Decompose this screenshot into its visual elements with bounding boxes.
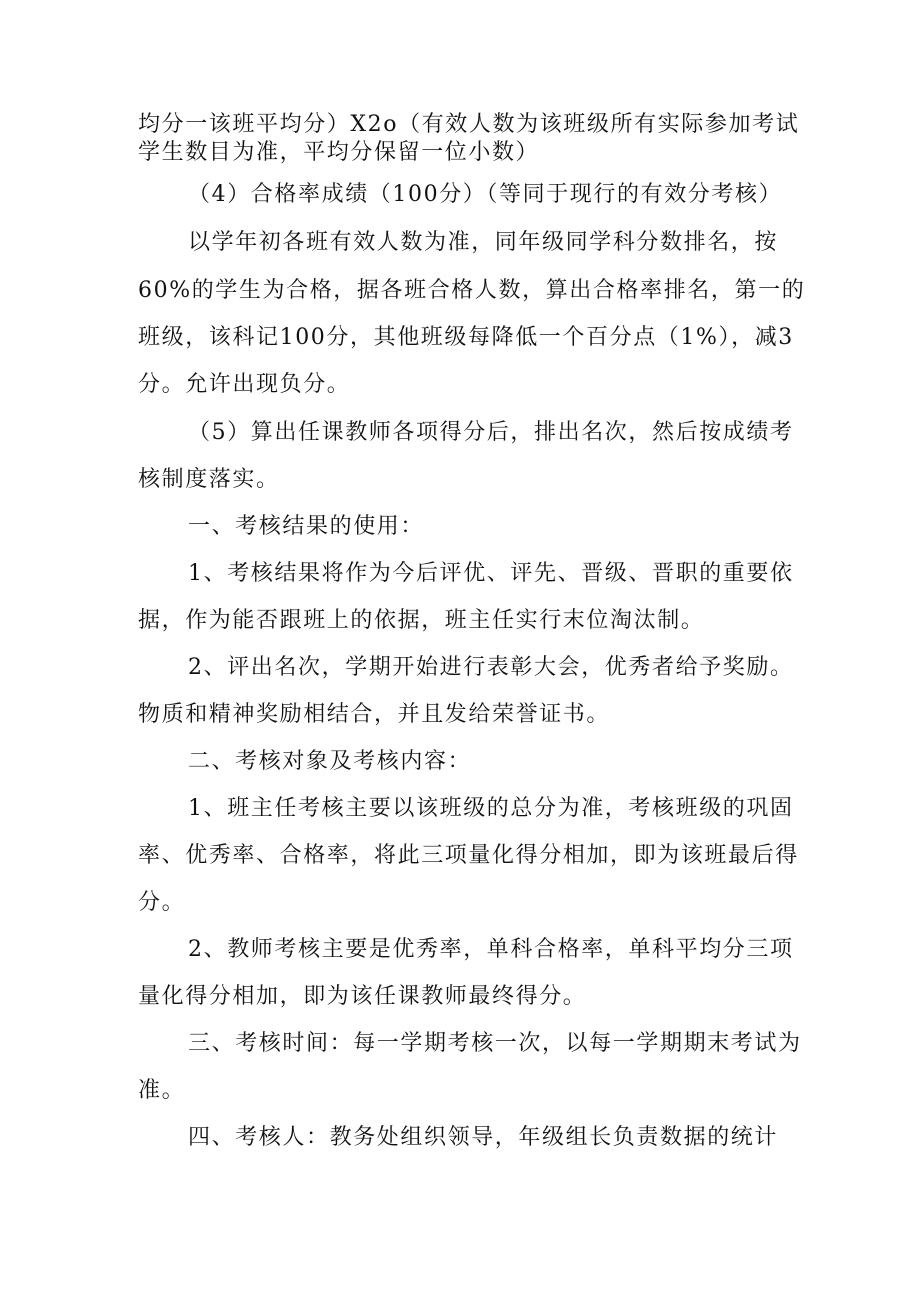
text-line: 分。允许出现负分。 (138, 372, 351, 397)
section-heading: 二、考核对象及考核内容： (188, 749, 472, 774)
text-line: 2、教师考核主要是优秀率，单科合格率，单科平均分三项 (188, 937, 794, 962)
text-line: 60%的学生为合格，据各班合格人数，算出合格率排名，第一的 (138, 278, 806, 303)
text-line: 据，作为能否跟班上的依据，班主任实行末位淘汰制。 (138, 608, 705, 633)
text-line: 1、考核结果将作为今后评优、评先、晋级、晋职的重要依 (188, 561, 794, 586)
text-line: 班级，该科记100分，其他班级每降低一个百分点（1%），减3 (138, 325, 794, 350)
section-heading: 一、考核结果的使用： (188, 514, 425, 539)
text-line: 准。 (138, 1078, 186, 1103)
text-line: 率、优秀率、合格率，将此三项量化得分相加，即为该班最后得 (138, 843, 799, 868)
text-line: 1、班主任考核主要以该班级的总分为准，考核班级的巩固 (188, 796, 794, 821)
text-line: （4）合格率成绩（100分）（等同于现行的有效分考核） (188, 182, 783, 207)
section-heading: 三、考核时间：每一学期考核一次，以每一学期期末考试为 (188, 1031, 802, 1056)
text-line: 2、评出名次，学期开始进行表彰大会，优秀者给予奖励。 (188, 655, 794, 680)
text-line: 分。 (138, 890, 186, 915)
section-heading: 四、考核人：教务处组织领导，年级组长负责数据的统计 (188, 1125, 779, 1150)
text-line: 物质和精神奖励相结合，并且发给荣誉证书。 (138, 702, 611, 727)
text-line: 以学年初各班有效人数为准，同年级同学科分数排名，按 (188, 230, 779, 255)
text-line: 均分一该班平均分）X2o（有效人数为该班级所有实际参加考试 (138, 112, 800, 137)
text-line: 核制度落实。 (138, 467, 280, 492)
text-line: （5）算出任课教师各项得分后，排出名次，然后按成绩考 (188, 420, 794, 445)
text-line: 量化得分相加，即为该任课教师最终得分。 (138, 984, 587, 1009)
text-line: 学生数目为准，平均分保留一位小数） (138, 140, 540, 165)
